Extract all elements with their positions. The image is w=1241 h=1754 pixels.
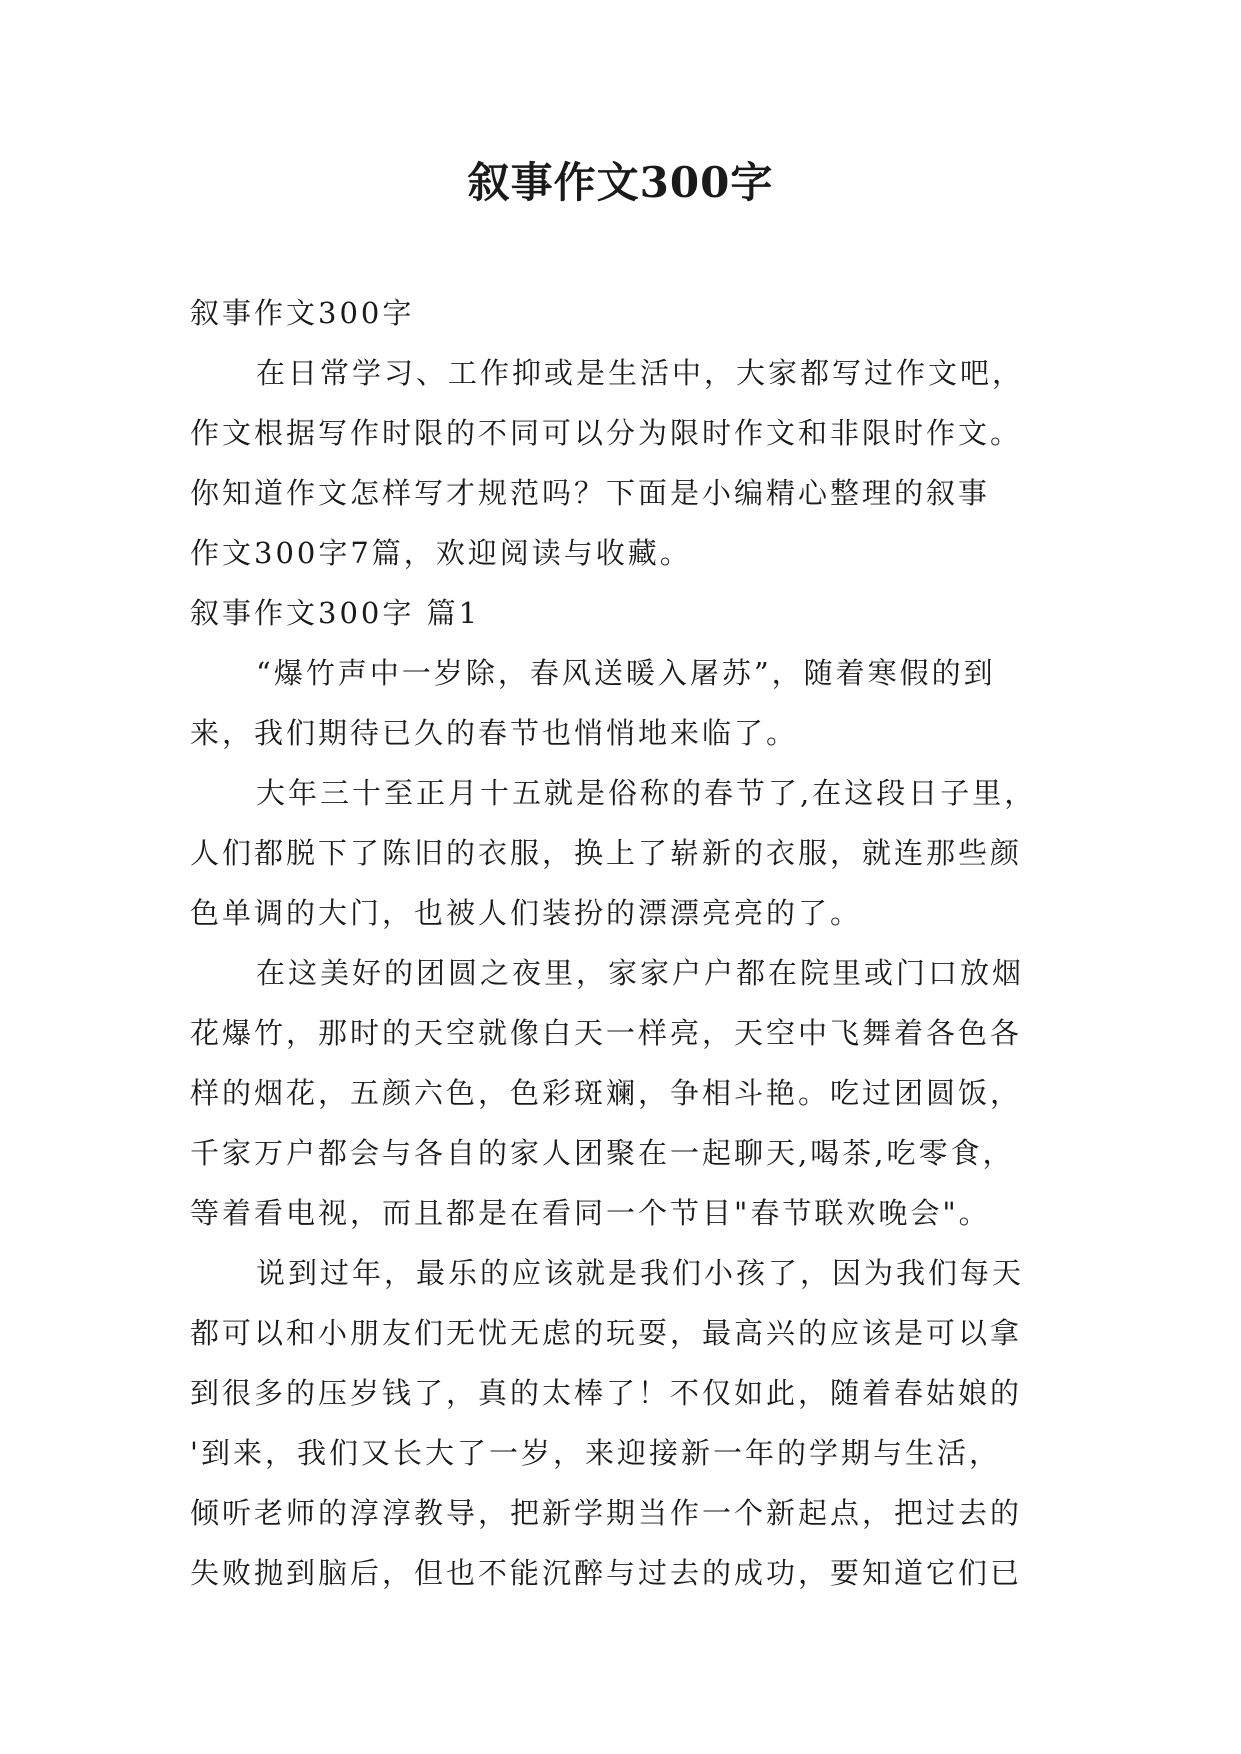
paragraph-line: 在这美好的团圆之夜里，家家户户都在院里或门口放烟 (256, 956, 1025, 990)
paragraph-line: “爆竹声中一岁除，春风送暖入屠苏”，随着寒假的到 (256, 656, 996, 690)
paragraph-line: '到来，我们又长大了一岁，来迎接新一年的学期与生活， (190, 1436, 1001, 1470)
paragraph-line: 说到过年，最乐的应该就是我们小孩了，因为我们每天 (256, 1256, 1025, 1290)
paragraph-line: 作文300字7篇，欢迎阅读与收藏。 (190, 536, 692, 570)
section-heading: 叙事作文300字 篇1 (190, 596, 481, 630)
paragraph-line: 样的烟花，五颜六色，色彩斑斓，争相斗艳。吃过团圆饭， (190, 1076, 1023, 1110)
paragraph-line: 都可以和小朋友们无忧无虑的玩耍，最高兴的应该是可以拿 (190, 1316, 1023, 1350)
paragraph-line: 来，我们期待已久的春节也悄悄地来临了。 (190, 716, 799, 750)
subtitle-line: 叙事作文300字 (190, 296, 415, 330)
paragraph-line: 色单调的大门，也被人们装扮的漂漂亮亮的了。 (190, 896, 863, 930)
paragraph-line: 花爆竹，那时的天空就像白天一样亮，天空中飞舞着各色各 (190, 1016, 1023, 1050)
paragraph-line: 人们都脱下了陈旧的衣服，换上了崭新的衣服，就连那些颜 (190, 836, 1023, 870)
paragraph-line: 在日常学习、工作抑或是生活中，大家都写过作文吧， (256, 356, 1025, 390)
paragraph-line: 千家万户都会与各自的家人团聚在一起聊天,喝茶,吃零食， (190, 1136, 1015, 1170)
paragraph-line: 作文根据写作时限的不同可以分为限时作文和非限时作文。 (190, 416, 1023, 450)
document-title: 叙事作文300字 (467, 158, 774, 207)
paragraph-line: 等着看电视，而且都是在看同一个节目"春节联欢晚会"。 (190, 1196, 991, 1230)
paragraph-line: 失败抛到脑后，但也不能沉醉与过去的成功，要知道它们已 (190, 1556, 1023, 1590)
paragraph-line: 你知道作文怎样写才规范吗？下面是小编精心整理的叙事 (190, 476, 991, 510)
paragraph-line: 大年三十至正月十五就是俗称的春节了,在这段日子里， (256, 776, 1037, 810)
paragraph-line: 到很多的压岁钱了，真的太棒了！不仅如此，随着春姑娘的 (190, 1376, 1023, 1410)
document-body (190, 283, 1070, 1603)
paragraph-line: 倾听老师的淳淳教导，把新学期当作一个新起点，把过去的 (190, 1496, 1023, 1530)
